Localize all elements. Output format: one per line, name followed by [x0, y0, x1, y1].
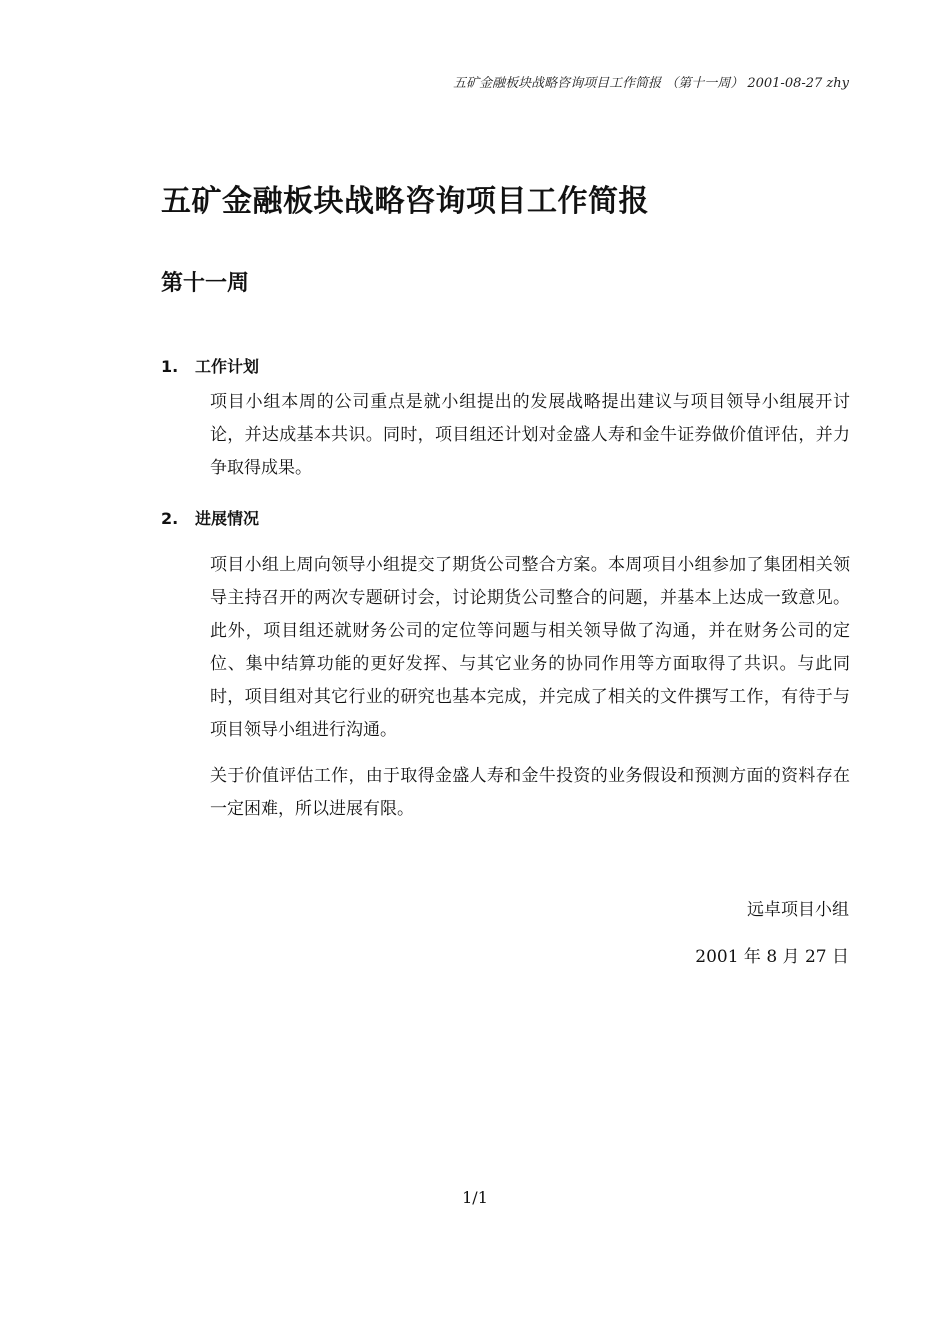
section-title: 进展情况 — [195, 509, 260, 528]
section-number: 2. — [161, 509, 179, 528]
running-header: 五矿金融板块战略咨询项目工作简报 （第十一周） 2001-08-27 zhy — [453, 76, 849, 91]
section-heading-progress — [161, 506, 259, 529]
section-heading-work-plan — [161, 354, 259, 377]
signature-team: 远卓项目小组 — [747, 900, 849, 920]
progress-paragraph-1: 项目小组上周向领导小组提交了期货公司整合方案。本周项目小组参加了集团相关领导主持召开的两次专题研讨会，讨论期货公司整合的问题，并基本上达成一致意见。此外，项目组还就财务公司的定位等问题与相关领导做了沟通，并在财务公司的定位、集中结算功能的更好发挥、与其它业务的协同作用等方面取得了共识。与此同时，项目组对其它行业的研究也基本完成，并完成了相关的文件撰写工作，有待于与项目领导小组进行沟通。 — [210, 555, 850, 740]
section-number: 1. — [161, 357, 179, 376]
page-number: 1/1 — [462, 1188, 488, 1207]
work-plan-paragraph: 项目小组本周的公司重点是就小组提出的发展战略提出建议与项目领导小组展开讨论，并达成基本共识。同时，项目组还计划对金盛人寿和金牛证券做价值评估，并力争取得成果。 — [210, 392, 850, 478]
week-subtitle: 第十一周 — [161, 271, 250, 296]
document-title: 五矿金融板块战略咨询项目工作简报 — [161, 184, 649, 219]
progress-paragraph-2: 关于价值评估工作，由于取得金盛人寿和金牛投资的业务假设和预测方面的资料存在一定困难，所以进展有限。 — [210, 766, 850, 819]
section-title: 工作计划 — [195, 357, 260, 376]
signature-date: 2001 年 8 月 27 日 — [695, 947, 849, 967]
